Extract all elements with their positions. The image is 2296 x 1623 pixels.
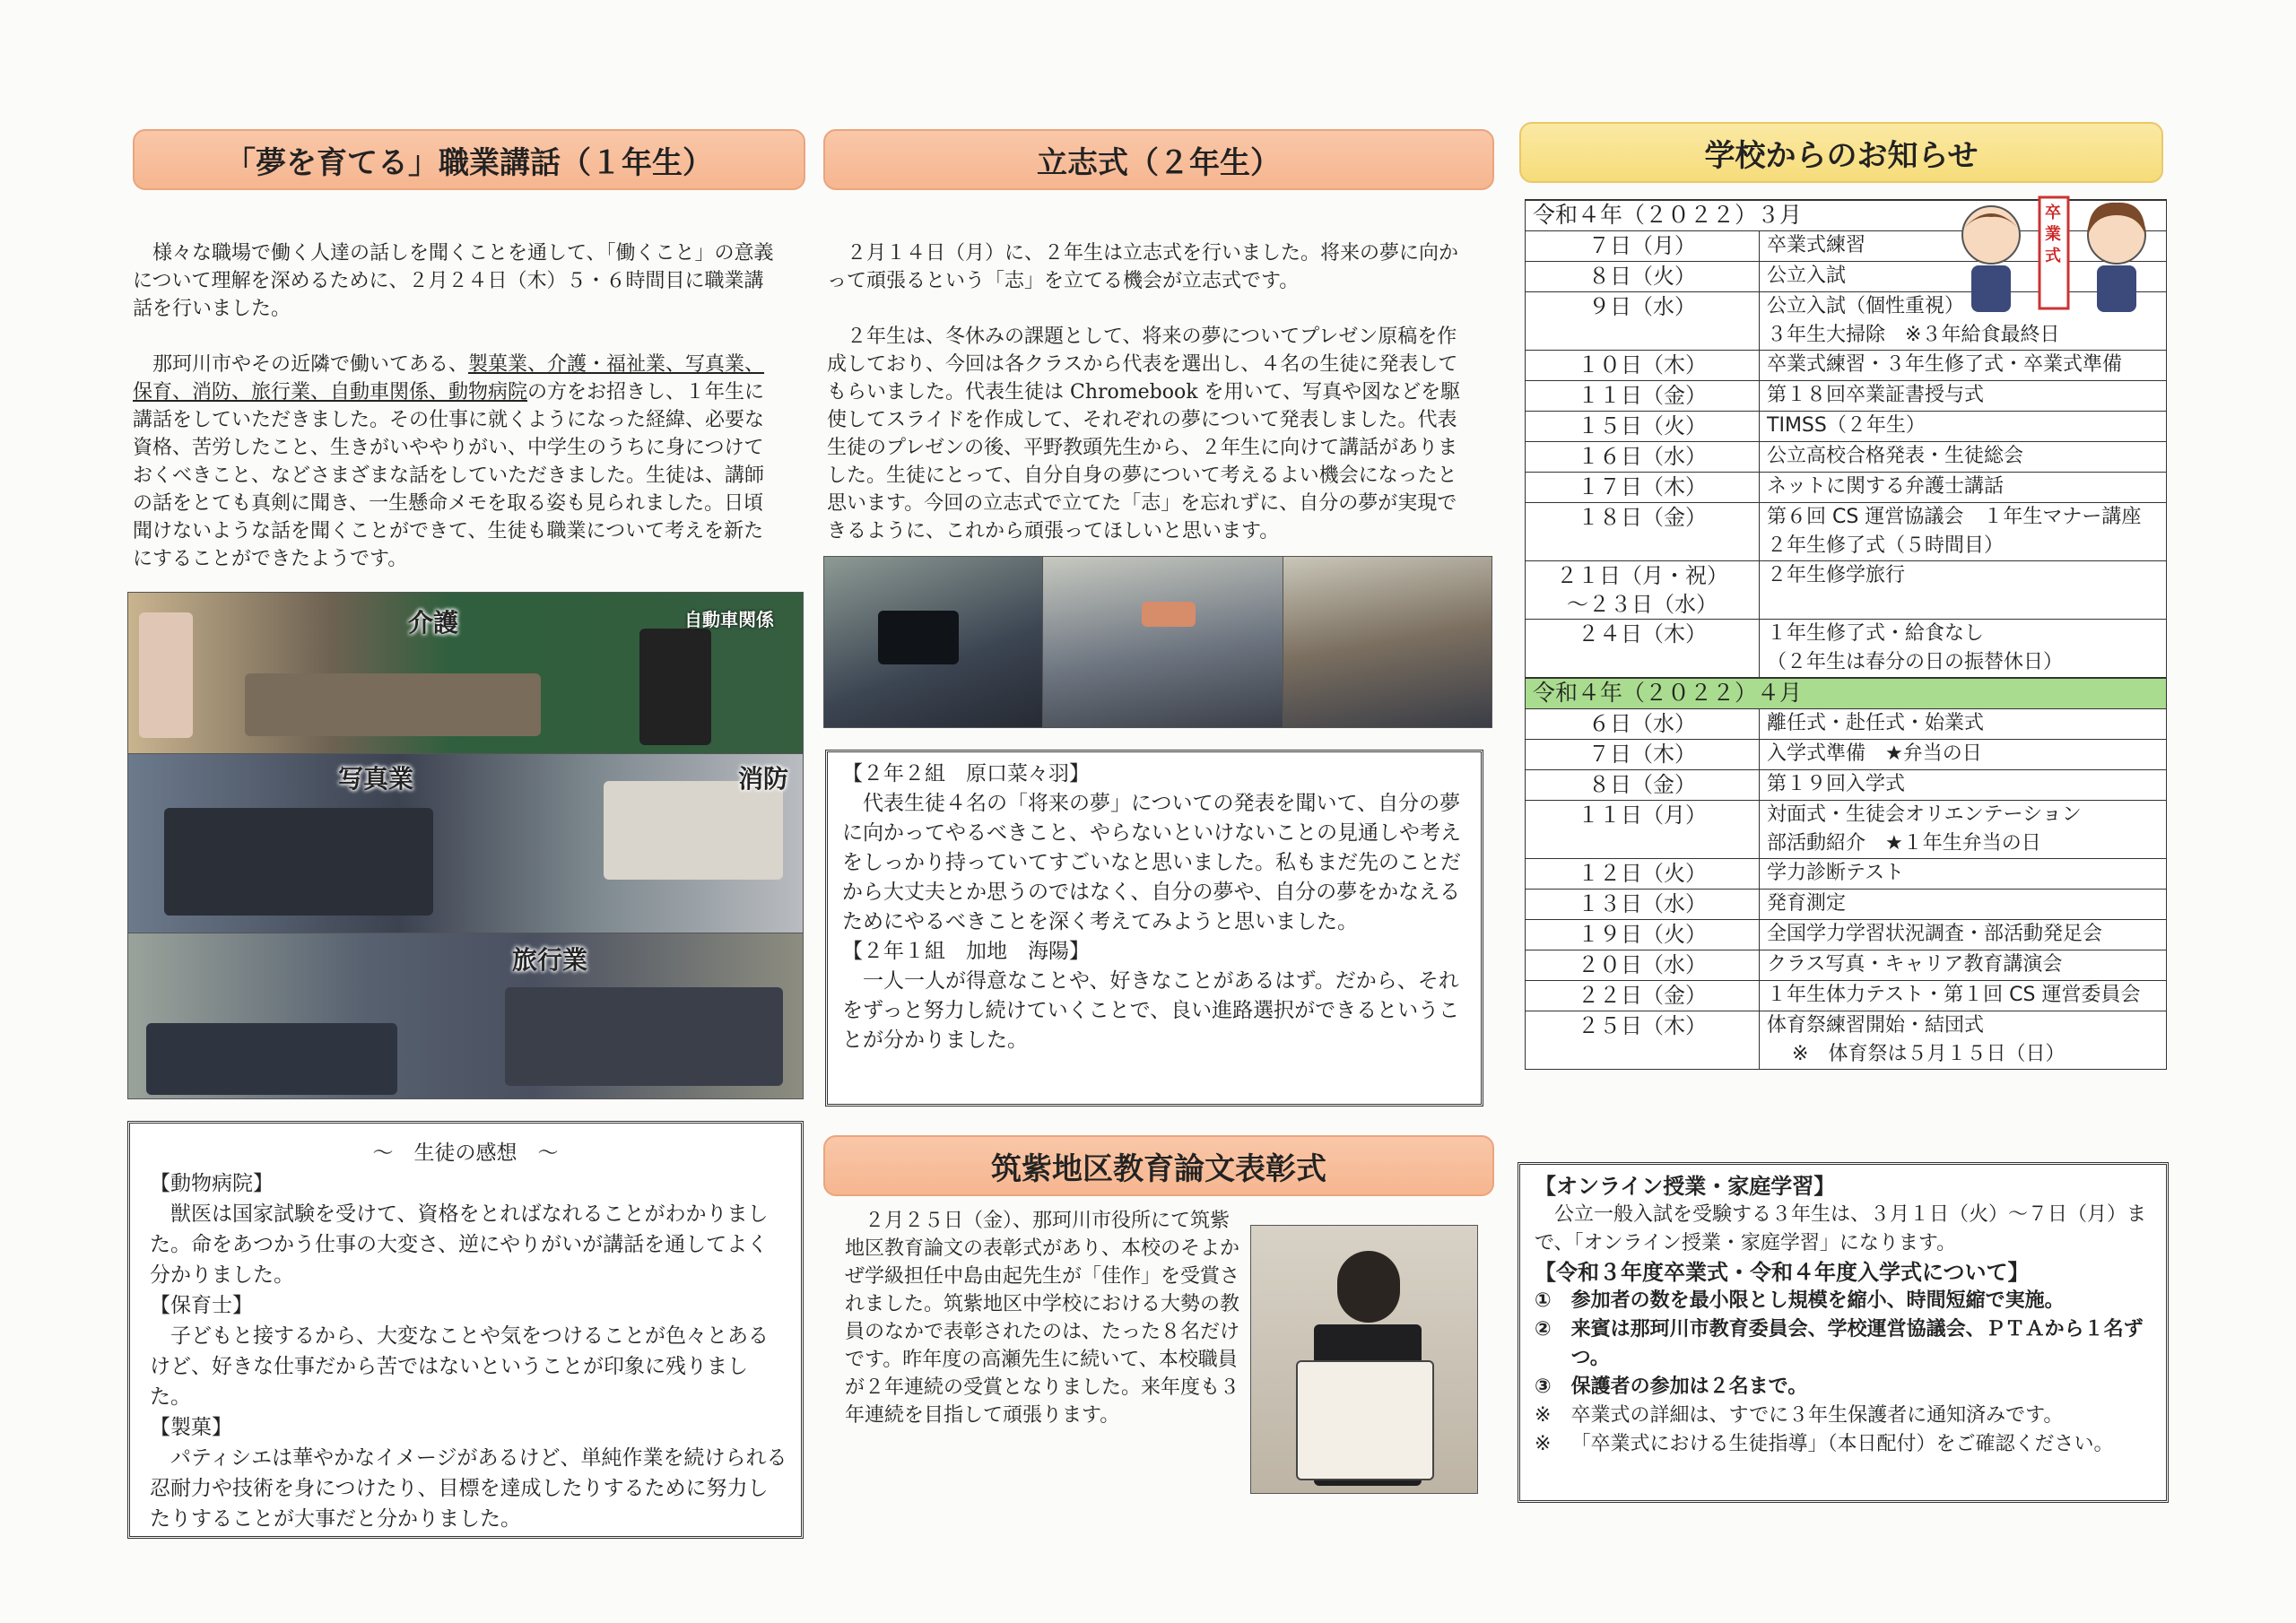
table-row: １３日（水） 発育測定 [1526, 890, 2167, 920]
career-photo-bottom [127, 933, 804, 1099]
career-talk-para1: 様々な職場で働く人達の話しを聞くことを通して、「働くこと」の意義について理解を深めるために、２月２４日（木）５・６時間目に職業講話を行いました。 [133, 242, 774, 320]
impression-text-2: 子どもと接するから、大変なことや気をつけることが色々とあるけど、好きな仕事だから苦ではないということが印象に残りました。 [150, 1324, 769, 1409]
impressions-title: ～ 生徒の感想 ～ [372, 1141, 559, 1165]
schedule-month-april [1526, 678, 2167, 709]
table-row: １６日（水） 公立高校合格発表・生徒総会 [1526, 442, 2167, 473]
voice-head-1: 【２年２組 原口菜々羽】 [842, 762, 1090, 785]
notice-title: 学校からのお知らせ [1704, 137, 1979, 174]
table-row: ２１日（月・祝） ～２３日（水） ２年生修学旅行 [1526, 561, 2167, 620]
voice-head-2: 【２年１組 加地 海陽】 [842, 940, 1090, 963]
online-head: 【オンライン授業・家庭学習】 [1535, 1174, 1836, 1199]
impression-text-3: パティシエは華やかなイメージがあるけど、単純作業を続けられる忍耐力や技術を身につけたり、目標を達成したりするために努力したりすることが大事だと分かりました。 [150, 1446, 787, 1531]
career-talk-title: 「夢を育てる」職業講話（１年生） [225, 144, 713, 181]
voice-text-1: 代表生徒４名の「将来の夢」についての発表を聞いて、自分の夢に向かってやるべきこと、やらないといけないことの見通しや考えをしっかり持っていてすごいなと思いました。私もまだ先のことだから大丈夫とか思うのではなく、自分の夢や、自分の夢をかなえるためにやるべきことを深く考えてみようと思いました。 [842, 792, 1461, 933]
photo-label-shobo: 消防 [738, 764, 789, 794]
impression-head-2: 【保育士】 [150, 1294, 253, 1317]
rissi-para2: ２年生は、冬休みの課題として、将来の夢についてプレゼン原稿を作成しており、今回は各クラスから代表を選出し、４名の生徒に発表してもらいました。代表生徒は Chromebook を用いて、写真や図などを駆使してスライドを作成して、それぞれの夢について発表しました。代表生徒のプレゼンの後、平野教頭先生から、２年生に向けて講話がありました。生徒にとって、自分自身の夢について考えるよい機会になったと思います。今回の立志式で立てた「志」を忘れずに、自分の夢が実現できるように、これから頑張ってほしいと思います。 [827, 325, 1461, 542]
award-photo [1250, 1225, 1478, 1494]
rissi-para1: ２月１４日（月）に、２年生は立志式を行いました。将来の夢に向かって頑張るという「志」を立てる機会が立志式です。 [827, 242, 1459, 292]
rissi-voices-box [825, 750, 1483, 1107]
graduation-illustration [1952, 195, 2156, 321]
impression-head-3: 【製菓】 [150, 1416, 232, 1439]
rissi-photo-3 [1283, 556, 1492, 728]
career-talk-para2: 那珂川市やその近隣で働いてある、製菓業、介護・福祉業、写真業、保育、消防、旅行業、自動車関係、動物病院の方をお招きし、１年生に講話をしていただきました。その仕事に就くようになった経緯、必要な資格、苦労したこと、生きがいややりがい、中学生のうちに身につけておくべきこと、などさまざまな話をしていただきました。生徒は、講師の話をとても真剣に聞き、一生懸命メモを取る姿も見られました。日頃聞けないような話を聞くことができて、生徒も職業について考えを新たにすることができたようです。 [133, 353, 765, 570]
table-row: ８日（金） 第１９回入学式 [1526, 770, 2167, 801]
voice-text-2: 一人一人が得意なことや、好きなことがあるはず。だから、それをずっと努力し続けていくことで、良い進路選択ができるということが分かりました。 [842, 969, 1460, 1052]
month-label-march: 令和４年（２０２２）３月 [1526, 200, 2167, 231]
table-row: ２０日（水） クラス写真・キャリア教育講演会 [1526, 950, 2167, 981]
impression-head-1: 【動物病院】 [150, 1172, 274, 1195]
photo-label-kaigo: 介護 [408, 608, 459, 638]
rissi-photo-2 [1042, 556, 1284, 728]
table-row: ９日（水） 公立入試（個性重視） ３年生大掃除 ※３年給食最終日 [1526, 292, 2167, 351]
table-row: １８日（金） 第６回 CS 運営協議会 １年生マナー講座 ２年生修了式（５時間目） [1526, 503, 2167, 561]
photo-label-shashin: 写真業 [338, 764, 414, 794]
career-talk-heading [133, 129, 805, 190]
online-text: 公立一般入試を受験する３年生は、３月１日（火）～７日（月）まで、「オンライン授業・家庭学習」になります。 [1535, 1203, 2147, 1254]
list-item: ③ 保護者の参加は２名まで。 [1535, 1376, 1808, 1398]
table-row: １１日（金） 第１８回卒業証書授与式 [1526, 381, 2167, 412]
rissi-photo-1 [823, 556, 1044, 728]
table-row: ２４日（木） １年生修了式・給食なし （２年生は春分の日の振替休日） [1526, 620, 2167, 679]
photo-label-ryoko: 旅行業 [512, 945, 588, 975]
career-talk-body [133, 212, 778, 601]
award-heading [823, 1135, 1494, 1196]
career-list: 製菓業、介護・福祉業、写真業、保育、消防、旅行業、自動車関係、動物病院 [133, 353, 765, 404]
table-row: １１日（月） 対面式・生徒会オリエンテーション 部活動紹介 ★１年生弁当の日 [1526, 801, 2167, 859]
notice-heading [1519, 122, 2163, 183]
student-impressions-box [127, 1121, 804, 1539]
list-item: ② 来賓は那珂川市教育委員会、学校運営協議会、ＰＴＡから１名ずつ。 [1535, 1318, 2144, 1369]
award-title: 筑紫地区教育論文表彰式 [991, 1150, 1326, 1187]
table-row: １０日（木） 卒業式練習・３年生修了式・卒業式準備 [1526, 351, 2167, 381]
table-row: ６日（水） 離任式・赴任式・始業式 [1526, 709, 2167, 740]
table-row: ２５日（木） 体育祭練習開始・結団式 ※ 体育祭は５月１５日（日） [1526, 1011, 2167, 1070]
table-row: ７日（月） 卒業式練習 [1526, 231, 2167, 262]
impression-text-1: 獣医は国家試験を受けて、資格をとればなれることがわかりました。命をあつかう仕事の大変さ、逆にやりがいが講話を通してよく分かりました。 [150, 1202, 769, 1287]
table-row: ８日（火） 公立入試 [1526, 262, 2167, 292]
rissi-body [827, 212, 1474, 573]
table-row: １２日（火） 学力診断テスト [1526, 859, 2167, 890]
career-photo-middle [127, 753, 804, 934]
photo-label-jidousha: 自動車関係 [684, 609, 774, 630]
rissi-heading [823, 129, 1494, 190]
table-row: １９日（火） 全国学力学習状況調査・部活動発足会 [1526, 920, 2167, 950]
table-row: １５日（火） TIMSS（２年生） [1526, 412, 2167, 442]
table-row: １７日（木） ネットに関する弁護士講話 [1526, 473, 2167, 503]
career-photo-top [127, 592, 804, 755]
award-body: ２月２５日（金）、那珂川市役所にて筑紫地区教育論文の表彰式があり、本校のそよかぜ学級担任中島由起先生が「佳作」を受賞されました。筑紫地区中学校における大勢の教員のなかで表彰されたのは、たった８名だけです。昨年度の高瀬先生に続いて、本校職員が２年連続の受賞となりました。来年度も３年連続を目指して頑張ります。 [845, 1210, 1240, 1427]
list-item: ※ 「卒業式における生徒指導」（本日配付）をご確認ください。 [1535, 1433, 2114, 1455]
rissi-title: 立志式（２年生） [1037, 144, 1281, 181]
schedule-table [1525, 199, 2167, 1070]
list-item: ① 参加者の数を最小限とし規模を縮小、時間短縮で実施。 [1535, 1289, 2065, 1312]
month-label-april: 令和４年（２０２２）４月 [1526, 678, 2167, 709]
table-row: ２２日（金） １年生体力テスト・第１回 CS 運営委員会 [1526, 981, 2167, 1011]
graduation-badge: 卒業式 [2045, 204, 2061, 265]
list-item: ※ 卒業式の詳細は、すでに３年生保護者に通知済みです。 [1535, 1404, 2064, 1427]
online-notice-box [1518, 1162, 2169, 1503]
table-row: ７日（木） 入学式準備 ★弁当の日 [1526, 740, 2167, 770]
ceremony-head: 【令和３年度卒業式・令和４年度入学式について】 [1535, 1260, 2030, 1285]
